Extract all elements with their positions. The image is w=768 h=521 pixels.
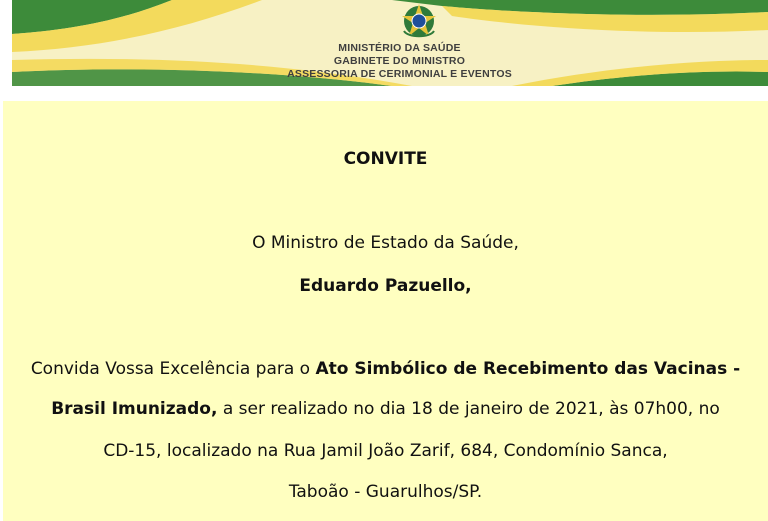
minister-line: O Ministro de Estado da Saúde, [252, 233, 519, 253]
brazil-coat-of-arms-icon [398, 1, 440, 41]
body-intro: Convida Vossa Excelência para o [30, 359, 316, 379]
address-line-2: Taboão - Guarulhos/SP. [288, 482, 483, 502]
invitation-body-line-1 [3, 359, 768, 379]
event-name-part-1: Ato Simbólico de Recebimento das Vacinas - [315, 359, 741, 379]
address-line-1: CD-15, localizado na Rua Jamil João Zarif, 684, Condomínio Sanca, [103, 441, 668, 461]
letterhead-ministry: MINISTÉRIO DA SAÚDE [338, 42, 461, 54]
event-details: a ser realizado no dia 18 de janeiro de 2021, às 07h00, no [217, 399, 720, 419]
minister-name: Eduardo Pazuello, [299, 276, 472, 296]
invitation-title: CONVITE [343, 149, 428, 169]
invitation-card [3, 101, 768, 521]
letterhead-office: GABINETE DO MINISTRO [333, 55, 466, 67]
letterhead-banner [12, 0, 768, 86]
event-name-part-2: Brasil Imunizado, [51, 399, 218, 419]
invitation-body-line-2 [3, 399, 768, 419]
letterhead-department: ASSESSORIA DE CERIMONIAL E EVENTOS [287, 68, 512, 80]
